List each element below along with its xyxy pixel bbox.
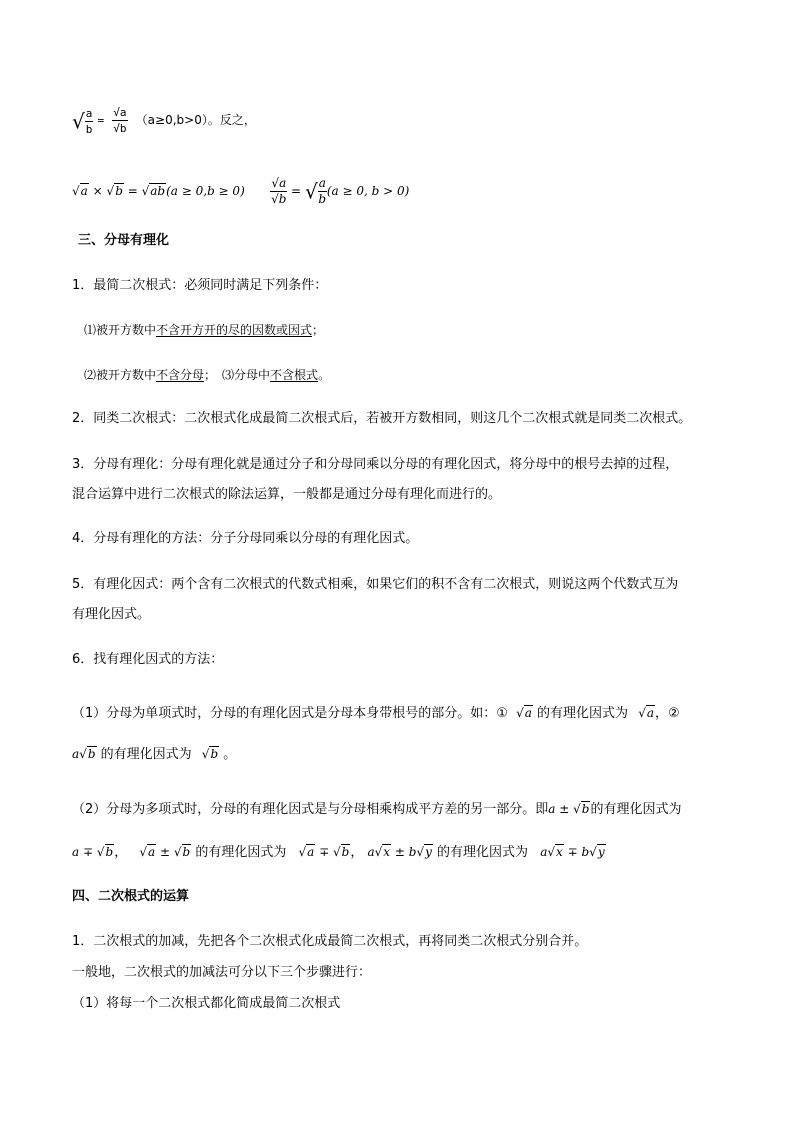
a-sqrt-b: a√b [72,747,96,761]
sqrt-a: √a [638,706,654,720]
paragraph: 有理化因式。 [72,607,151,622]
section-heading-4: 四、二次根式的运算 [72,889,190,904]
paragraph: 混合运算中进行二次根式的除法运算，一般都是通过分母有理化而进行的。 [72,487,502,502]
a-mp-sqrt-b: a ∓ √b [72,845,114,859]
paragraph: 4．分母有理化的方法：分子分母同乘以分母的有理化因式。 [72,531,419,546]
fraction-roots: $\frac{√a}{√b}$ [113,106,127,135]
sqrt-fraction: √ $\frac{a}{b}$ [72,106,93,136]
sqrt-a-pm-sqrt-b: √a ± √b [139,845,191,859]
a-sqrt-x-pm-b-sqrt-y: a√x ± b√y [367,845,432,859]
condition-2-3: ⑵被开方数中不含分母； ⑶分母中不含根式。 [84,368,331,382]
paragraph: 5．有理化因式：两个含有二次根式的代数式相乘，如果它们的积不含有二次根式，则说这两个代数式互为 [72,577,679,592]
paragraph: （1）将每一个二次根式都化简成最简二次根式 [72,996,341,1011]
polynomial-case: （2）分母为多项式时，分母的有理化因式是与分母相乘构成平方差的另一部分。即a ± √b的有理化因式为 [72,802,682,817]
sqrt-b: √b [201,747,219,761]
paragraph: 3．分母有理化：分母有理化就是通过分子和分母同乘以分母的有理化因式，将分母中的根号去掉的过程， [72,457,679,472]
paragraph: 一般地，二次根式的加减法可分以下三个步骤进行： [72,965,372,980]
paragraph: 6．找有理化因式的方法： [72,652,224,667]
section-heading-3: 三、分母有理化 [78,233,170,248]
a-sqrt-x-mp-b-sqrt-y: a√x ∓ b√y [540,845,605,859]
paragraph: 1．最简二次根式：必须同时满足下列条件： [72,278,328,293]
monomial-case: （1）分母为单项式时，分母的有理化因式是分母本身带根号的部分。如：① √a 的有理化因式为 √a，② [72,706,680,721]
sqrt-a: √a [516,706,532,720]
a-pm-sqrt-b: a ± √b [548,802,590,816]
paragraph: 1．二次根式的加减，先把各个二次根式化成最简二次根式，再将同类二次根式分别合并。 [72,934,588,949]
sqrt-a-mp-sqrt-b: √a ∓ √b [298,845,350,859]
formula-quotient-root: √ $\frac{a}{b}$ = $\frac{√a}{√b}$ （a≥0,b>0）。反之， [72,106,256,136]
paragraph: 2．同类二次根式：二次根式化成最简二次根式后，若被开方数相同，则这几个二次根式就是同类二次根式。 [72,411,692,426]
monomial-case-cont: a√b 的有理化因式为 √b 。 [72,747,237,762]
formula-product-quotient: √a × √b = √ab(a ≥ 0,b ≥ 0) $\frac{√a}{√b}$ = √ $\frac{a}{b}$ (a ≥ 0, b > 0) [72,176,410,206]
polynomial-case-cont: a ∓ √b， √a ± √b 的有理化因式为 √a ∓ √b， a√x ± b√y 的有理化因式为 a√x ∓ b√y [72,845,605,860]
condition-1: ⑴被开方数中不含开方开的尽的因数或因式； [84,323,325,337]
